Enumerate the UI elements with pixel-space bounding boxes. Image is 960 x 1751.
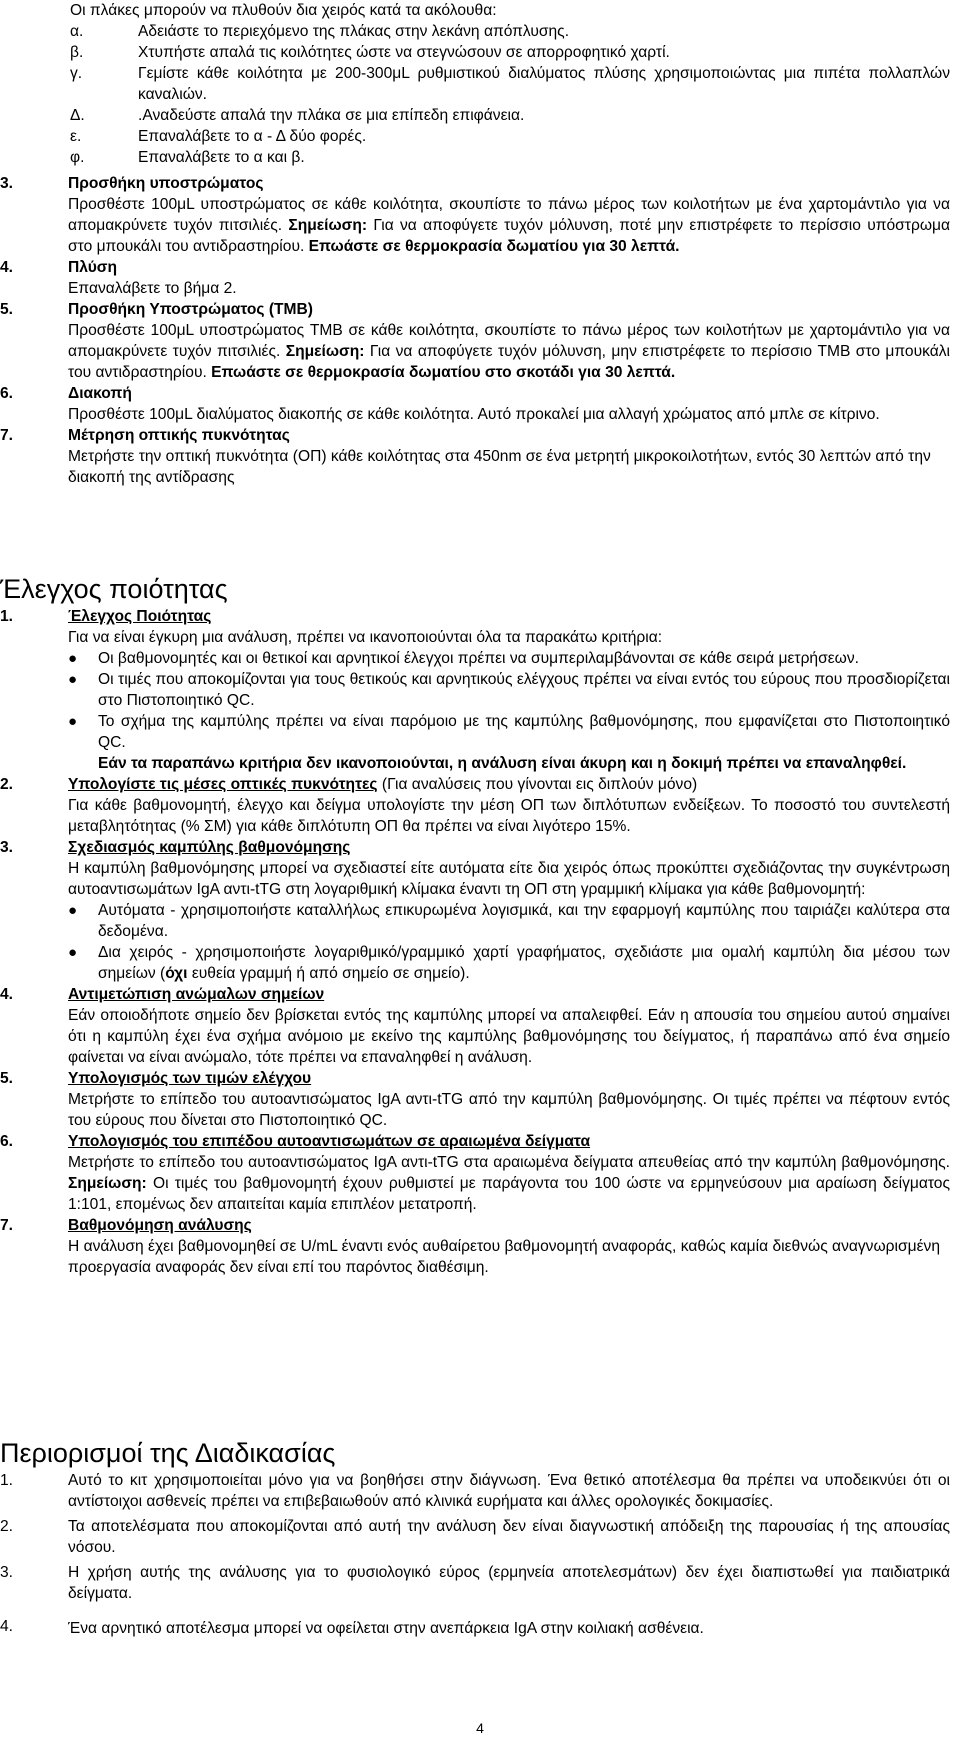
list-item [68, 648, 950, 669]
validity-warning: Εάν τα παραπάνω κριτήρια δεν ικανοποιούνται, η ανάλυση είναι άκυρη και η δοκιμή πρέπει να επαναληφθεί. [98, 755, 907, 772]
bullet-icon: ● [68, 902, 78, 919]
list-item [68, 669, 950, 711]
step-text: Για να αποφύγετε τυχόν μόλυνση, ποτέ μην επιστρέφετε το περίσσιο υπόστρωμα στο μπουκάλι του αντιδραστηρίου. [68, 217, 950, 255]
bullet-text: Οι τιμές που αποκομίζονται για τους θετικούς και αρνητικούς ελέγχους πρέπει να είναι εντός του εύρους που προσδιορίζεται στο Πιστοποιητικό QC. [98, 671, 950, 709]
section-heading-limitations: Περιορισμοί της Διαδικασίας [0, 1438, 336, 1468]
qc-item-3 [0, 837, 950, 984]
item-body: Για κάθε βαθμονομητή, έλεγχο και δείγμα υπολογίστε την μέση ΟΠ των διπλότυπων ενδείξεων. Το ποσοστό του συντελεστή μεταβλητότητας (% ΣΜ) για κάθε διπλότυπη ΟΠ θα πρέπει να είναι λιγότερο 15%. [68, 797, 950, 835]
note-label: Σημείωση: [68, 1175, 147, 1192]
item-body: Εάν οποιοδήποτε σημείο δεν βρίσκεται εντός της καμπύλης μπορεί να απαλειφθεί. Εάν η απουσία του σημείου αυτού σημαίνει ότι η καμπύλη έχει ένα σχήμα ανόμοιο με εκείνο της καμπύλης βαθμονόμησης του δείγματος, ή παραπάνω από ένα σημείο φαίνεται να είναι ανώμαλο, τότε πρέπει να επαναληφθεί η ανάλυση. [68, 1007, 950, 1066]
step-number: 7. [0, 427, 14, 444]
item-text: Γεμίστε κάθε κοιλότητα με 200-300μL ρυθμιστικού διαλύματος πλύσης χρησιμοποιώντας μια πιπέτα πολλαπλών καναλιών. [138, 65, 950, 103]
item-label: Δ. [70, 107, 85, 124]
qc-item-4 [0, 984, 950, 1068]
list-item [0, 1516, 950, 1558]
item-text: Ένα αρνητικό αποτέλεσμα μπορεί να οφείλεται στην ανεπάρκεια IgA στην κοιλιακή ασθένεια. [68, 1620, 704, 1637]
bullet-text-tail: ευθεία γραμμή ή από σημείο σε σημείο). [187, 965, 470, 982]
item-body [68, 1152, 950, 1215]
item-title-line [68, 774, 950, 795]
step-number: 5. [0, 301, 14, 318]
section-heading-qc: Έλεγχος ποιότητας [0, 574, 228, 604]
wash-instructions [70, 0, 950, 168]
bullet-text-wrap [98, 942, 950, 984]
item-text: Η χρήση αυτής της ανάλυσης για το φυσιολογικό εύρος (ερμηνεία αποτελεσμάτων) δεν έχει διαπιστωθεί για παιδιατρικά δείγματα. [68, 1564, 950, 1602]
step-4 [0, 257, 950, 299]
item-number: 1. [0, 608, 14, 625]
step-title: Προσθήκη Υποστρώματος (TMB) [68, 301, 313, 318]
item-label: ε. [70, 128, 82, 145]
list-item [70, 63, 950, 105]
bullet-icon: ● [68, 671, 78, 688]
page-number: 4 [476, 1720, 484, 1736]
bullet-icon: ● [68, 650, 78, 667]
item-title: Υπολογισμός των τιμών ελέγχου [68, 1070, 312, 1087]
step-body [68, 320, 950, 383]
qc-item-6 [0, 1131, 950, 1215]
incubation-text: Επωάστε σε θερμοκρασία δωματίου στο σκοτάδι για 30 λεπτά. [211, 364, 676, 381]
bullet-icon: ● [68, 713, 78, 730]
list-item [70, 105, 950, 126]
item-number: 2. [0, 776, 14, 793]
step-body: Προσθέστε 100μL διαλύματος διακοπής σε κάθε κοιλότητα. Αυτό προκαλεί μια αλλαγή χρώματος από μπλε σε κίτρινο. [68, 406, 880, 423]
item-title: Βαθμονόμηση ανάλυσης [68, 1217, 252, 1234]
step-title: Πλύση [68, 259, 117, 276]
item-number: 6. [0, 1133, 14, 1150]
list-item [0, 1616, 950, 1642]
wash-steps-list [70, 21, 950, 168]
item-text: Αδειάστε το περιεχόμενο της πλάκας στην λεκάνη απόπλυσης. [138, 23, 570, 40]
item-body: Η καμπύλη βαθμονόμησης μπορεί να σχεδιαστεί είτε αυτόματα είτε δια χειρός όπως προκύπτει σχεδιάζοντας την συγκέντρωση αυτοαντισωμάτων IgA αντι-tTG στη λογαριθμική κλίμακα έναντι τη ΟΠ στη γραμμική κλίμακα για κάθε βαθμονομητή: [68, 860, 950, 898]
step-body [68, 194, 950, 257]
list-item [70, 147, 950, 168]
item-number: 3. [0, 839, 14, 856]
item-title: Έλεγχος Ποιότητας [68, 608, 212, 625]
item-text: Οι τιμές του βαθμονομητή έχουν ρυθμιστεί με παράγοντα του 100 ώστε να ερμηνεύσουν μια αραίωση δείγματος 1:101, επομένως δεν απαιτείται καμία επιπλέον μετατροπή. [68, 1175, 950, 1213]
item-label: β. [70, 44, 84, 61]
item-body: Μετρήστε το επίπεδο του αυτοαντισώματος IgA αντι-tTG από την καμπύλη βαθμονόμησης. Οι τιμές πρέπει να πέφτουν εντός του εύρους που δίνεται στο Πιστοποιητικό QC. [68, 1091, 950, 1129]
item-title: Υπολογισμός του επιπέδου αυτοαντισωμάτων σε αραιωμένα δείγματα [68, 1133, 591, 1150]
step-5 [0, 299, 950, 383]
bullet-text: Αυτόματα - χρησιμοποιήστε καταλλήλως επικυρωμένα λογισμικά, και την εφαρμογή καμπύλης που ταιριάζει καλύτερα στα δεδομένα. [98, 902, 950, 940]
item-body: Η ανάλυση έχει βαθμονομηθεί σε U/mL έναντι ενός αυθαίρετου βαθμονομητή αναφοράς, καθώς καμία διεθνώς αναγνωρισμένη προεργασία αναφοράς δεν είναι επί του παρόντος διαθέσιμη. [68, 1238, 941, 1276]
list-item [70, 21, 950, 42]
item-number: 7. [0, 1217, 14, 1234]
item-title: Υπολογίστε τις μέσες οπτικές πυκνότητες [68, 776, 378, 793]
step-title: Προσθήκη υποστρώματος [68, 175, 264, 192]
emphasis-text: όχι [165, 965, 188, 982]
list-item [0, 1470, 950, 1512]
item-intro: Για να είναι έγκυρη μια ανάλυση, πρέπει να ικανοποιούνται όλα τα παρακάτω κριτήρια: [68, 629, 663, 646]
item-text: Χτυπήστε απαλά τις κοιλότητες ώστε να στεγνώσουν σε απορροφητικό χαρτί. [138, 44, 670, 61]
item-number: 5. [0, 1070, 14, 1087]
step-text: Προσθέστε 100μL υποστρώματος σε κάθε κοιλότητα, σκουπίστε το πάνω μέρος των κοιλοτήτων με ένα χαρτομάντιλο για να απομακρύνετε τυχόν πιτσιλιές. [68, 196, 950, 234]
step-body: Μετρήστε την οπτική πυκνότητα (ΟΠ) κάθε κοιλότητας στα 450nm σε ένα μετρητή μικροκοιλοτήτων, εντός 30 λεπτών από την διακοπή της αντίδρασης [68, 448, 931, 486]
note-label: Σημείωση: [288, 217, 368, 234]
bullet-text: Δια χειρός - χρησιμοποιήστε λογαριθμικό/γραμμικό χαρτί γραφήματος, σχεδιάστε μια ομαλή καμπύλη δια μέσου των σημείων ( [98, 944, 950, 982]
qc-section [0, 606, 950, 1278]
item-number: 1. [0, 1472, 14, 1489]
item-text: Επαναλάβετε το α και β. [138, 149, 305, 166]
step-text: Για να αποφύγετε τυχόν μόλυνση, μην επιστρέφετε το περίσσιο TMB στο μπουκάλι του αντιδραστηρίου. [68, 343, 951, 381]
item-text: Επαναλάβετε το α - Δ δύο φορές. [138, 128, 367, 145]
bullet-icon: ● [68, 944, 78, 961]
item-text: Αυτό το κιτ χρησιμοποιείται μόνο για να βοηθήσει στην διάγνωση. Ένα θετικό αποτέλεσμα θα πρέπει να υποδεικνύει ότι οι αντίστοιχοι ασθενείς πρέπει να επιβεβαιωθούν από κλινικά ευρήματα και άλλες ορολογικές δοκιμασίες. [68, 1472, 950, 1510]
item-label: α. [70, 23, 84, 40]
item-number: 4. [0, 986, 14, 1003]
item-number: 2. [0, 1518, 14, 1535]
step-3 [0, 173, 950, 257]
step-body: Επαναλάβετε το βήμα 2. [68, 280, 237, 297]
item-title-note: (Για αναλύσεις που γίνονται εις διπλούν μόνο) [377, 776, 698, 793]
procedure-steps [0, 173, 950, 488]
item-text: .Αναδεύστε απαλά την πλάκα σε μια επίπεδη επιφάνεια. [138, 107, 525, 124]
step-title: Μέτρηση οπτικής πυκνότητας [68, 427, 290, 444]
item-label: γ. [70, 65, 83, 82]
incubation-text: Επωάστε σε θερμοκρασία δωματίου για 30 λεπτά. [308, 238, 680, 255]
list-item [0, 1562, 950, 1604]
qc-item-5 [0, 1068, 950, 1131]
item-title: Αντιμετώπιση ανώμαλων σημείων [68, 986, 325, 1003]
list-item [68, 942, 950, 984]
bullet-text: Το σχήμα της καμπύλης πρέπει να είναι παρόμοιο με της καμπύλης βαθμονόμησης, που εμφανίζεται στο Πιστοποιητικό QC. [98, 713, 950, 751]
qc-item-7 [0, 1215, 950, 1278]
step-title: Διακοπή [68, 385, 132, 402]
item-text: Τα αποτελέσματα που αποκομίζονται από αυτή την ανάλυση δεν είναι διαγνωστική απόδειξη της παρουσίας ή της απουσίας νόσου. [68, 1518, 950, 1556]
qc-item-1 [0, 606, 950, 774]
item-label: φ. [70, 149, 85, 166]
step-6 [0, 383, 950, 425]
wash-intro: Οι πλάκες μπορούν να πλυθούν δια χειρός κατά τα ακόλουθα: [70, 2, 497, 19]
item-text: Μετρήστε το επίπεδο του αυτοαντισώματος IgA αντι-tTG στα αραιωμένα δείγματα απευθείας από την καμπύλη βαθμονόμησης. [68, 1154, 950, 1171]
list-item [70, 42, 950, 63]
step-text: Προσθέστε 100μL υποστρώματος TMB σε κάθε κοιλότητα, σκουπίστε το πάνω μέρος των κοιλοτήτων με χαρτομάντιλο για να απομακρύνετε τυχόν πιτσιλιές. [68, 322, 950, 360]
list-item [70, 126, 950, 147]
item-number: 4. [0, 1618, 14, 1635]
list-item [68, 900, 950, 942]
step-number: 4. [0, 259, 14, 276]
qc-item-2 [0, 774, 950, 837]
item-number: 3. [0, 1564, 14, 1581]
item-title: Σχεδιασμός καμπύλης βαθμονόμησης [68, 839, 351, 856]
note-label: Σημείωση: [285, 343, 365, 360]
list-item [68, 711, 950, 774]
step-number: 6. [0, 385, 14, 402]
step-number: 3. [0, 175, 14, 192]
bullet-text: Οι βαθμονομητές και οι θετικοί και αρνητικοί έλεγχοι πρέπει να συμπεριλαμβάνονται σε κάθε σειρά μετρήσεων. [98, 650, 859, 667]
step-7 [0, 425, 950, 488]
limitations-list [0, 1470, 950, 1642]
